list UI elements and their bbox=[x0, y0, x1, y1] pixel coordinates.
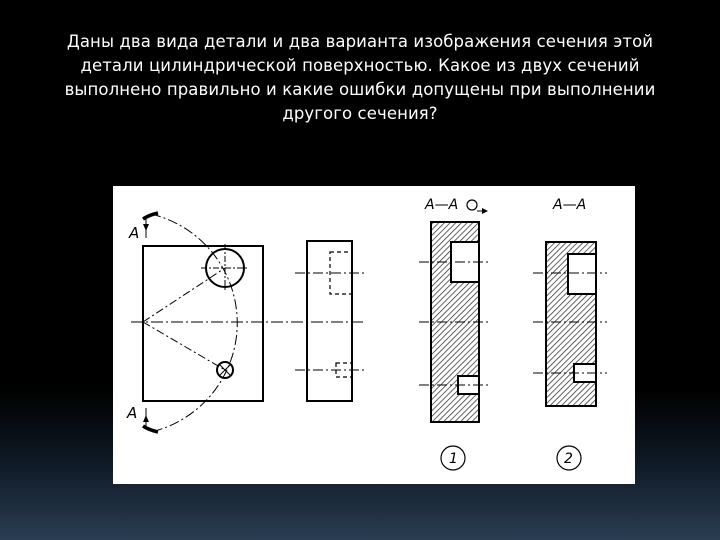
cut-label-bottom: А bbox=[127, 404, 138, 422]
variant1-number: 1 bbox=[449, 451, 458, 467]
drawing-canvas bbox=[113, 186, 635, 484]
front-view-outline bbox=[143, 246, 263, 401]
section2-title: А—А bbox=[553, 197, 587, 213]
cut-label-top: А bbox=[129, 224, 140, 242]
task-question: Даны два вида детали и два варианта изображения сечения этой детали цилиндрической поверхностью. Какое из двух сечений выполнено правильно и какие ошибки допущены при выполнении другого сечения? bbox=[64, 32, 656, 123]
section-variant-2 bbox=[533, 197, 607, 470]
cut-marker-bottom bbox=[143, 426, 158, 432]
front-view bbox=[126, 213, 365, 432]
variant2-number: 2 bbox=[564, 451, 573, 467]
section1-title: А—А bbox=[425, 197, 459, 213]
unrolled-icon bbox=[467, 200, 477, 210]
section-variant-1 bbox=[419, 197, 489, 470]
cut-marker-top bbox=[143, 213, 158, 219]
side-view bbox=[295, 241, 365, 401]
section2-large-hole bbox=[568, 254, 596, 294]
technical-drawing bbox=[113, 186, 635, 484]
